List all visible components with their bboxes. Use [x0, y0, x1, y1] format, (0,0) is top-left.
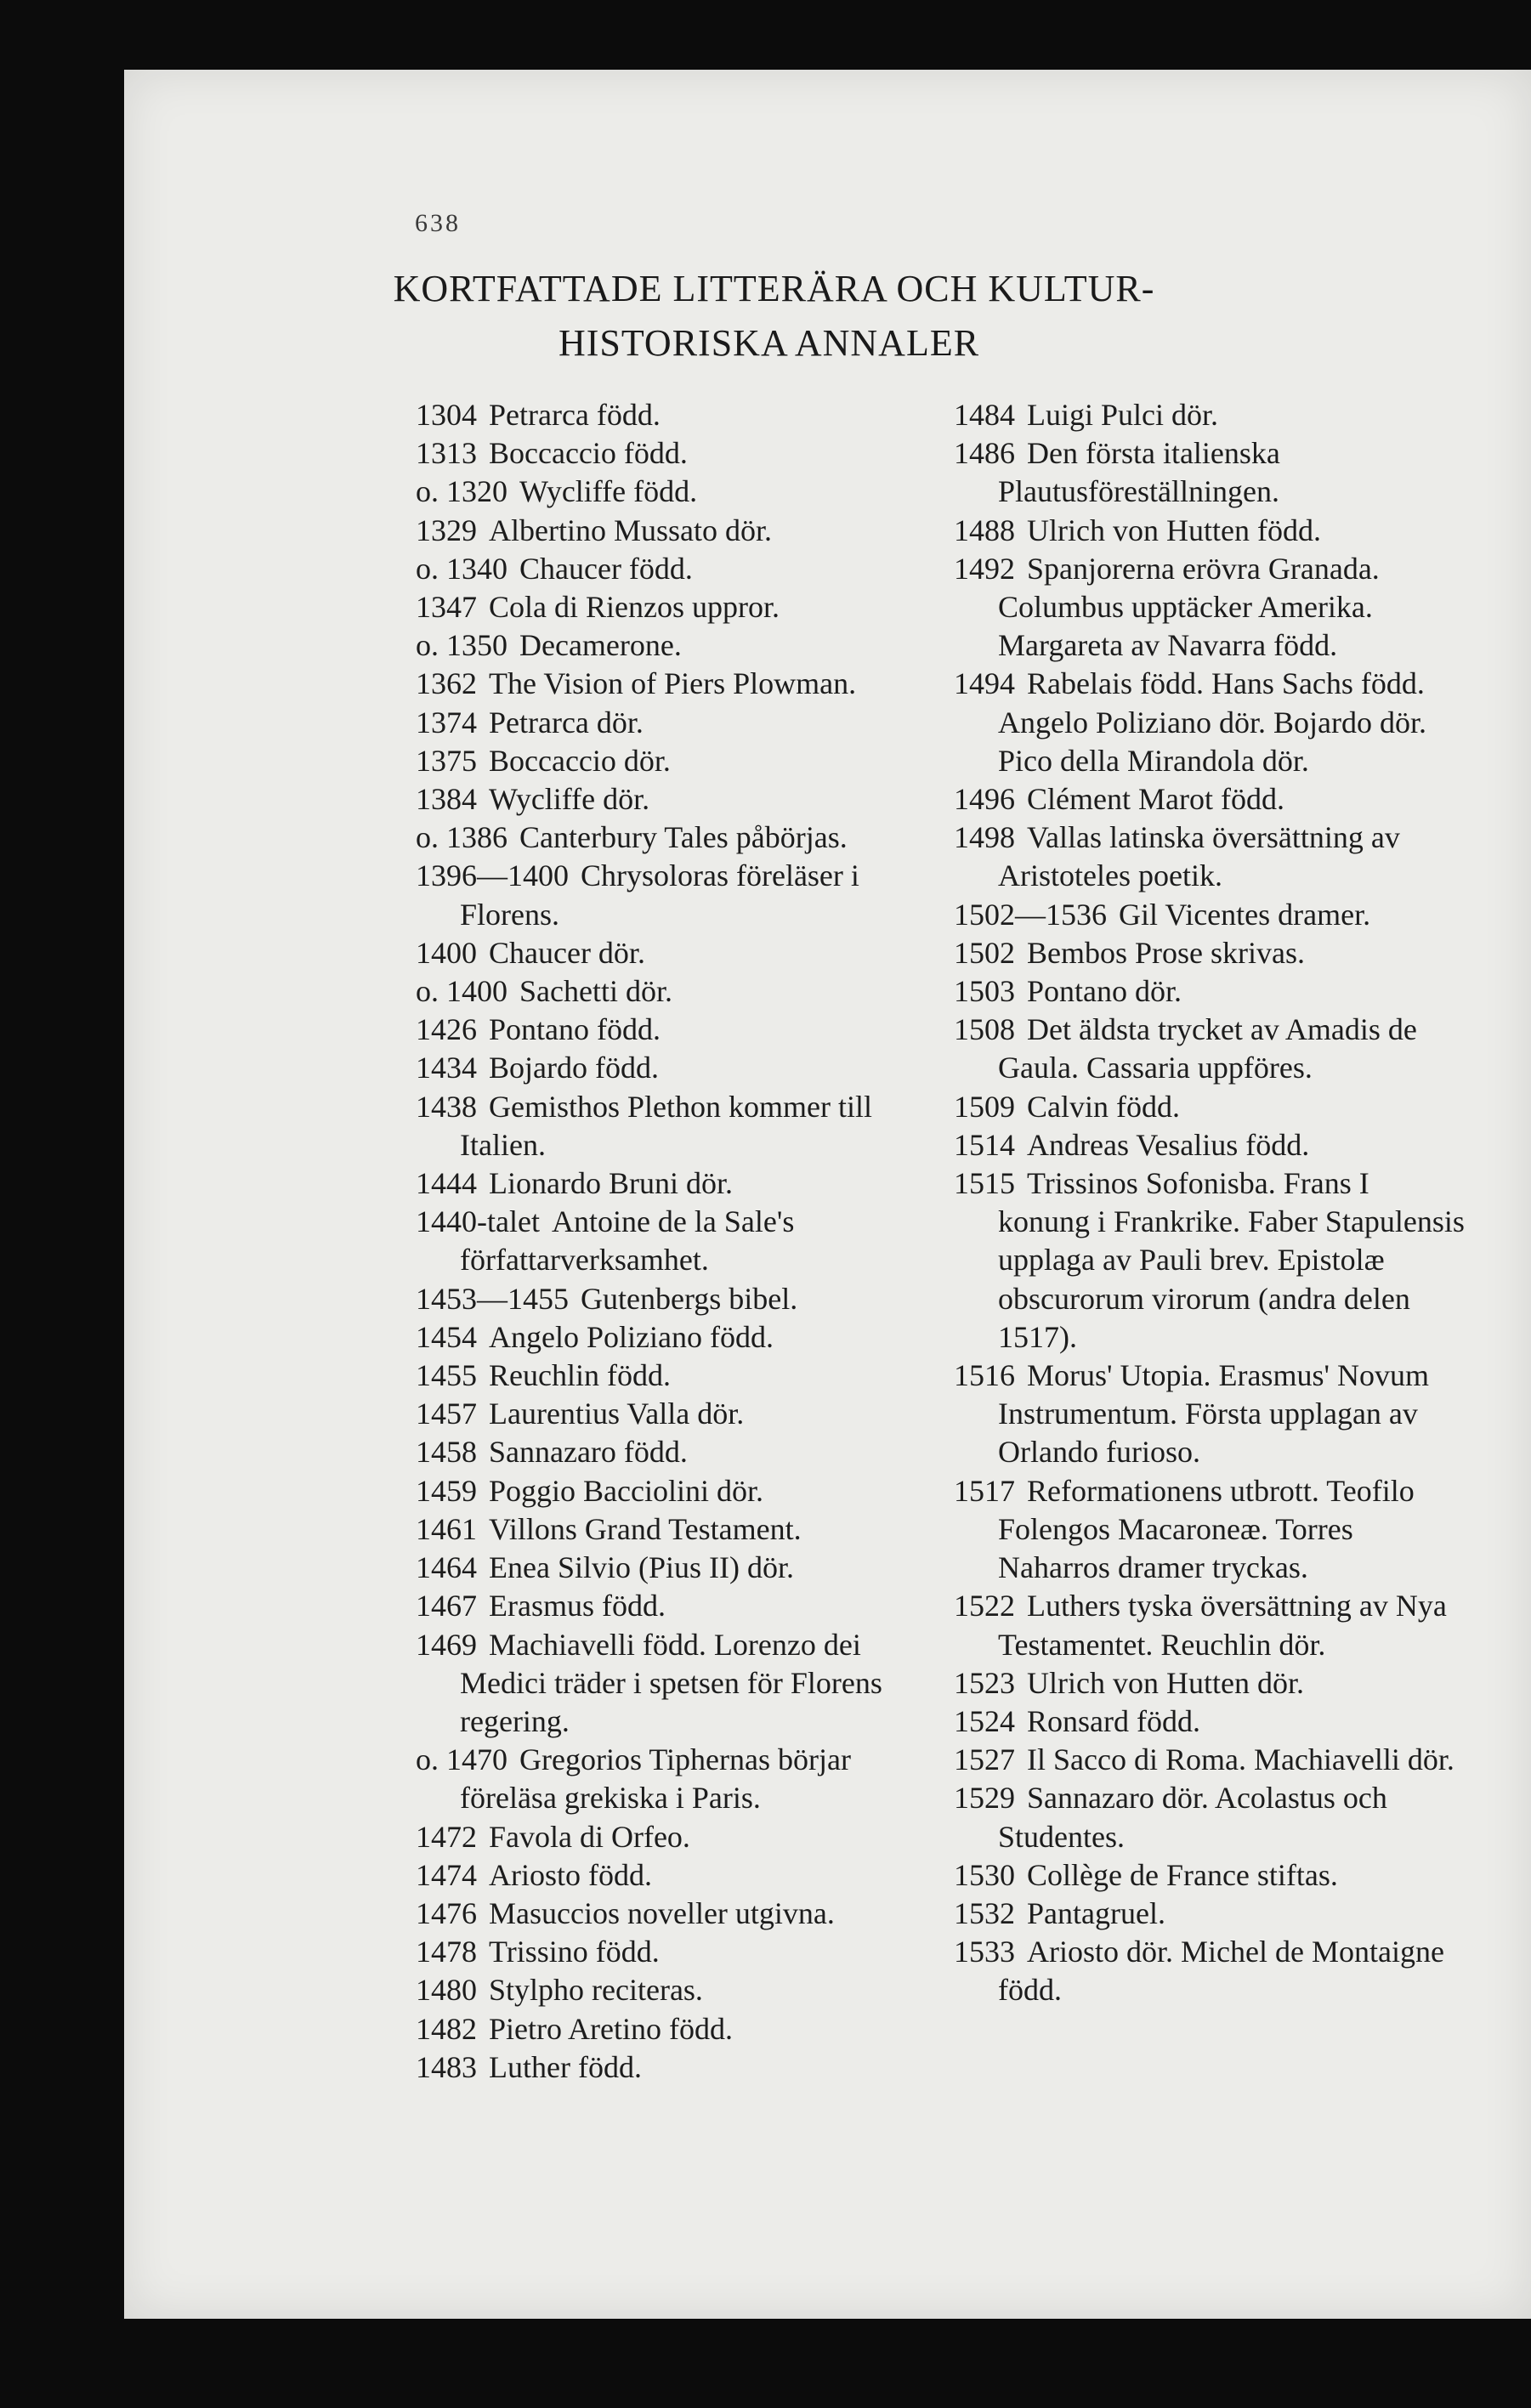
- entry-text: Pontano född.: [489, 1012, 661, 1047]
- entry-year: 1400: [416, 935, 477, 970]
- annal-entry: [954, 550, 1468, 666]
- entry-year: 1509: [954, 1089, 1015, 1124]
- annal-entry: [416, 1971, 926, 2009]
- annal-entry: [416, 1818, 926, 1856]
- annal-entry: [416, 2010, 926, 2048]
- entry-year: 1478: [416, 1935, 477, 1969]
- left-annals-column: [416, 396, 926, 2087]
- entry-text: Ronsard född.: [1027, 1703, 1200, 1738]
- annal-entry: [416, 1856, 926, 1895]
- entry-text: Pietro Aretino född.: [489, 2011, 733, 2046]
- annal-entry: [416, 1357, 926, 1395]
- entry-year: o. 1340: [416, 551, 507, 586]
- entry-text: Wycliffe född.: [519, 474, 698, 509]
- annal-entry: [416, 972, 926, 1011]
- entry-text: The Vision of Piers Plowman.: [489, 666, 857, 701]
- entry-text: Sachetti dör.: [519, 974, 672, 1009]
- entry-year: 1384: [416, 782, 477, 817]
- entry-year: 1530: [954, 1857, 1015, 1892]
- entry-year: o. 1320: [416, 474, 507, 509]
- entry-text: Albertino Mussato dör.: [489, 513, 772, 547]
- annal-entry: [954, 934, 1468, 972]
- entry-text: Angelo Poliziano född.: [489, 1319, 774, 1354]
- entry-text: Boccaccio dör.: [489, 743, 671, 778]
- entry-text: Laurentius Valla dör.: [489, 1397, 745, 1431]
- entry-year: 1522: [954, 1589, 1015, 1623]
- annal-entry: [416, 1741, 926, 1817]
- entry-text: Stylpho reciteras.: [489, 1973, 703, 2008]
- entry-text: Enea Silvio (Pius II) dör.: [489, 1550, 794, 1585]
- entry-text: Ulrich von Hutten född.: [1027, 513, 1321, 547]
- entry-text: Reformationens utbrott. Teofilo Folengos Macaroneæ. Torres Naharros dramer tryckas.: [998, 1473, 1415, 1585]
- entry-text: Bembos Prose skrivas.: [1027, 935, 1305, 970]
- annal-entry: [416, 1933, 926, 1971]
- entry-year: 1482: [416, 2011, 477, 2046]
- entry-year: 1502—1536: [954, 897, 1107, 932]
- entry-text: Gregorios Tiphernas börjar föreläsa grekiska i Paris.: [460, 1742, 851, 1816]
- annal-entry: [954, 1587, 1468, 1663]
- annal-entry: [416, 1088, 926, 1164]
- annal-entry: [954, 972, 1468, 1011]
- annal-entry: [416, 704, 926, 742]
- entry-year: 1438: [416, 1089, 477, 1124]
- entry-text: Petrarca dör.: [489, 705, 644, 739]
- entry-year: 1461: [416, 1511, 477, 1546]
- entry-year: 1444: [416, 1166, 477, 1201]
- annal-entry: [416, 1895, 926, 1933]
- entry-text: Ariosto dör. Michel de Montaigne född.: [998, 1935, 1444, 2008]
- annal-entry: [416, 434, 926, 473]
- annal-entry: [954, 1357, 1468, 1472]
- entry-year: 1453—1455: [416, 1281, 569, 1316]
- annal-entry: [416, 396, 926, 434]
- annal-entry: [954, 1741, 1468, 1779]
- annal-entry: [416, 665, 926, 703]
- entry-text: Lionardo Bruni dör.: [489, 1166, 733, 1201]
- annal-entry: [416, 1510, 926, 1549]
- annal-entry: [416, 1203, 926, 1279]
- annal-entry: [954, 1895, 1468, 1933]
- annal-entry: [954, 896, 1468, 934]
- entry-year: o. 1470: [416, 1742, 507, 1777]
- annal-entry: [954, 665, 1468, 780]
- entry-text: Morus' Utopia. Erasmus' Novum Instrumentum. Första upplagan av Orlando furioso.: [998, 1358, 1429, 1470]
- entry-text: Antoine de la Sale's författarverksamhet.: [460, 1204, 795, 1278]
- entry-year: 1434: [416, 1051, 477, 1085]
- entry-year: 1426: [416, 1012, 477, 1047]
- annal-entry: [416, 819, 926, 857]
- entry-text: Decamerone.: [519, 628, 682, 663]
- entry-year: 1472: [416, 1819, 477, 1854]
- entry-year: 1496: [954, 782, 1015, 817]
- entry-year: 1440-talet: [416, 1204, 540, 1239]
- annal-entry: [954, 1664, 1468, 1703]
- annal-entry: [416, 1395, 926, 1433]
- entry-text: Luther född.: [489, 2049, 642, 2084]
- entry-text: Gemisthos Plethon kommer till Italien.: [460, 1089, 872, 1162]
- annal-entry: [416, 1049, 926, 1087]
- annal-entry: [416, 626, 926, 665]
- entry-year: 1458: [416, 1435, 477, 1470]
- entry-text: Sannazaro dör. Acolastus och Studentes.: [998, 1781, 1387, 1854]
- annal-entry: [416, 742, 926, 780]
- annal-entry: [416, 1280, 926, 1318]
- entry-year: 1347: [416, 590, 477, 625]
- entry-year: 1524: [954, 1703, 1015, 1738]
- entry-text: Sannazaro född.: [489, 1435, 688, 1470]
- entry-year: 1523: [954, 1665, 1015, 1700]
- page-title-line-2: HISTORISKA ANNALER: [558, 322, 980, 364]
- entry-year: 1313: [416, 436, 477, 471]
- annal-entry: [954, 1933, 1468, 2009]
- entry-text: Vallas latinska översättning av Aristoteles poetik.: [998, 820, 1400, 893]
- entry-text: Chaucer född.: [519, 551, 693, 586]
- entry-text: Erasmus född.: [489, 1589, 666, 1623]
- annal-entry: [416, 550, 926, 588]
- entry-year: 1484: [954, 398, 1015, 432]
- entry-year: 1469: [416, 1627, 477, 1662]
- entry-text: Chrysoloras föreläser i Florens.: [460, 858, 859, 932]
- entry-text: Boccaccio född.: [489, 436, 688, 471]
- entry-year: 1480: [416, 1973, 477, 2008]
- entry-year: 1492: [954, 551, 1015, 586]
- entry-year: 1375: [416, 743, 477, 778]
- entry-year: 1532: [954, 1895, 1015, 1930]
- annal-entry: [416, 1318, 926, 1357]
- entry-year: 1483: [416, 2049, 477, 2084]
- entry-text: Pantagruel.: [1027, 1895, 1165, 1930]
- entry-text: Gutenbergs bibel.: [581, 1281, 798, 1316]
- entry-text: Collège de France stiftas.: [1027, 1857, 1338, 1892]
- entry-text: Spanjorerna erövra Granada. Columbus upptäcker Amerika. Margareta av Navarra född.: [998, 551, 1380, 663]
- annal-entry: [416, 512, 926, 550]
- annal-entry: [416, 1433, 926, 1471]
- annal-entry: [954, 512, 1468, 550]
- entry-text: Det äldsta trycket av Amadis de Gaula. Cassaria uppföres.: [998, 1012, 1417, 1085]
- entry-text: Luthers tyska översättning av Nya Testamentet. Reuchlin dör.: [998, 1589, 1447, 1662]
- entry-year: 1494: [954, 666, 1015, 701]
- entry-year: 1454: [416, 1319, 477, 1354]
- entry-text: Clément Marot född.: [1027, 782, 1284, 817]
- entry-text: Bojardo född.: [489, 1051, 659, 1085]
- entry-text: Reuchlin född.: [489, 1358, 671, 1393]
- annal-entry: [954, 1126, 1468, 1164]
- entry-year: 1476: [416, 1895, 477, 1930]
- entry-text: Den första italienska Plautusföreställningen.: [998, 436, 1280, 509]
- annal-entry: [416, 473, 926, 511]
- annal-entry: [416, 1011, 926, 1049]
- entry-year: o. 1350: [416, 628, 507, 663]
- entry-year: 1502: [954, 935, 1015, 970]
- entry-text: Favola di Orfeo.: [489, 1819, 690, 1854]
- entry-text: Wycliffe dör.: [489, 782, 650, 817]
- entry-text: Calvin född.: [1027, 1089, 1180, 1124]
- entry-text: Luigi Pulci dör.: [1027, 398, 1218, 432]
- entry-text: Ariosto född.: [489, 1857, 652, 1892]
- annal-entry: [954, 1779, 1468, 1856]
- entry-text: Rabelais född. Hans Sachs född. Angelo Poliziano dör. Bojardo dör. Pico della Mirandola dör.: [998, 666, 1426, 778]
- entry-year: 1396—1400: [416, 858, 569, 893]
- entry-year: 1516: [954, 1358, 1015, 1393]
- entry-text: Il Sacco di Roma. Machiavelli dör.: [1027, 1742, 1454, 1777]
- annal-entry: [416, 1472, 926, 1510]
- entry-year: 1488: [954, 513, 1015, 547]
- entry-text: Pontano dör.: [1027, 974, 1182, 1009]
- entry-text: Petrarca född.: [489, 398, 661, 432]
- annal-entry: [416, 1549, 926, 1587]
- annal-entry: [954, 396, 1468, 434]
- entry-year: 1527: [954, 1742, 1015, 1777]
- annal-entry: [416, 2048, 926, 2087]
- entry-year: 1304: [416, 398, 477, 432]
- entry-year: 1503: [954, 974, 1015, 1009]
- entry-year: 1486: [954, 436, 1015, 471]
- annal-entry: [954, 434, 1468, 511]
- entry-year: 1529: [954, 1781, 1015, 1816]
- entry-text: Masuccios noveller utgivna.: [489, 1895, 835, 1930]
- annal-entry: [416, 1587, 926, 1625]
- annal-entry: [954, 780, 1468, 819]
- entry-text: Poggio Bacciolini dör.: [489, 1473, 763, 1508]
- entry-text: Trissinos Sofonisba. Frans I konung i Frankrike. Faber Stapulensis upplaga av Pauli brev. Epistolæ obscurorum virorum (andra delen 1517).: [998, 1166, 1465, 1354]
- annal-entry: [954, 1088, 1468, 1126]
- entry-year: 1464: [416, 1550, 477, 1585]
- entry-text: Canterbury Tales påbörjas.: [519, 820, 848, 855]
- right-annals-column: [954, 396, 1468, 2010]
- entry-text: Machiavelli född. Lorenzo dei Medici träder i spetsen för Florens regering.: [460, 1627, 882, 1738]
- entry-year: 1362: [416, 666, 477, 701]
- entry-year: 1467: [416, 1589, 477, 1623]
- page-title-line-1: KORTFATTADE LITTERÄRA OCH KULTUR-: [393, 268, 1155, 309]
- entry-text: Andreas Vesalius född.: [1027, 1127, 1310, 1162]
- entry-year: o. 1386: [416, 820, 507, 855]
- entry-text: Trissino född.: [489, 1935, 660, 1969]
- annal-entry: [416, 1626, 926, 1742]
- annal-entry: [416, 588, 926, 626]
- page-number: 638: [415, 209, 461, 237]
- entry-year: 1498: [954, 820, 1015, 855]
- entry-year: 1455: [416, 1358, 477, 1393]
- annal-entry: [954, 1164, 1468, 1357]
- entry-year: 1457: [416, 1397, 477, 1431]
- entry-year: 1533: [954, 1935, 1015, 1969]
- entry-text: Chaucer dör.: [489, 935, 645, 970]
- entry-text: Cola di Rienzos uppror.: [489, 590, 780, 625]
- annal-entry: [416, 780, 926, 819]
- annal-entry: [416, 1164, 926, 1203]
- entry-year: 1459: [416, 1473, 477, 1508]
- annal-entry: [954, 1856, 1468, 1895]
- annal-entry: [954, 819, 1468, 895]
- annal-entry: [416, 934, 926, 972]
- entry-year: 1374: [416, 705, 477, 739]
- entry-text: Ulrich von Hutten dör.: [1027, 1665, 1304, 1700]
- entry-year: 1517: [954, 1473, 1015, 1508]
- annal-entry: [954, 1011, 1468, 1087]
- entry-text: Gil Vicentes dramer.: [1119, 897, 1371, 932]
- entry-year: 1508: [954, 1012, 1015, 1047]
- entry-text: Villons Grand Testament.: [489, 1511, 802, 1546]
- annal-entry: [954, 1703, 1468, 1741]
- entry-year: 1514: [954, 1127, 1015, 1162]
- entry-year: 1515: [954, 1166, 1015, 1201]
- annal-entry: [954, 1472, 1468, 1588]
- entry-year: 1329: [416, 513, 477, 547]
- entry-year: 1474: [416, 1857, 477, 1892]
- annal-entry: [416, 857, 926, 933]
- entry-year: o. 1400: [416, 974, 507, 1009]
